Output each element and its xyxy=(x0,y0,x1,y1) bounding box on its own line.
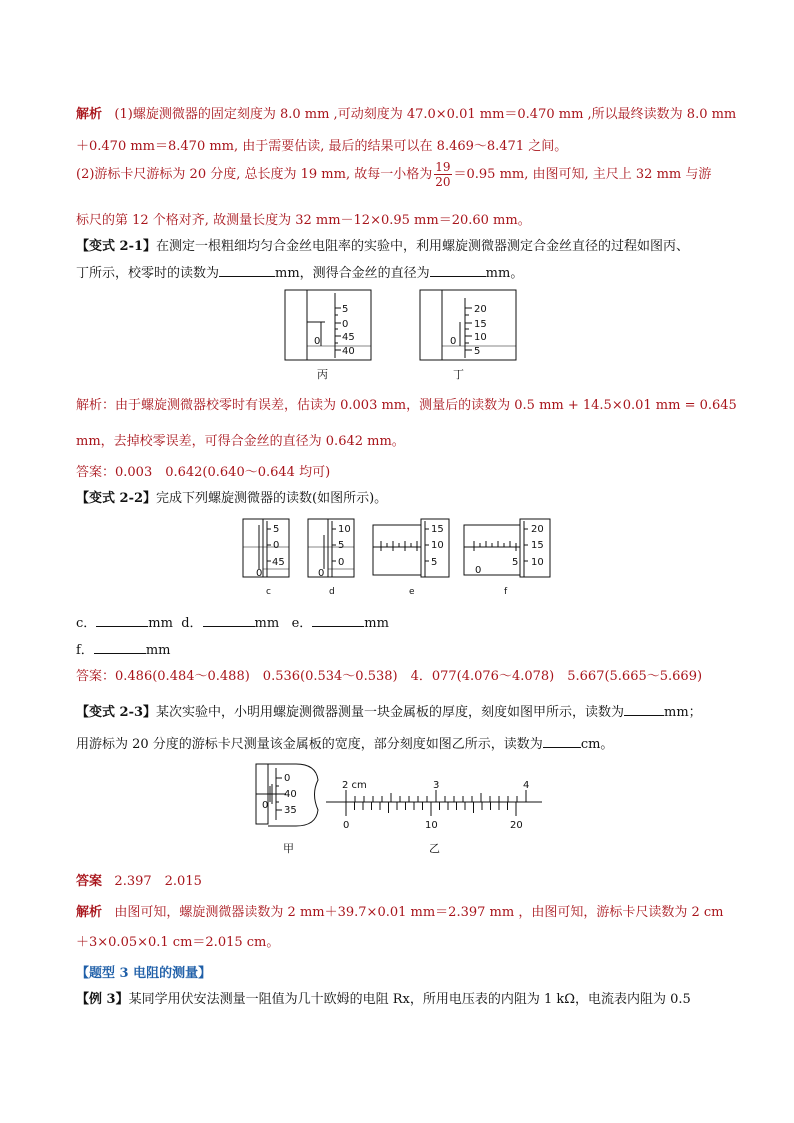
variant-2-3-answer xyxy=(76,870,202,889)
tick-label: 5 xyxy=(342,304,349,315)
unit-label: mm xyxy=(254,616,280,631)
micrometer-e-drawing xyxy=(373,517,453,579)
analysis-label: 解析 xyxy=(76,107,103,122)
answer-blank[interactable] xyxy=(312,614,364,627)
answer-blank[interactable] xyxy=(94,641,146,654)
micrometer-ding-drawing xyxy=(420,288,520,363)
tick-label: 15 xyxy=(431,524,444,535)
figure-caption: c xyxy=(266,587,271,597)
answer-blank[interactable] xyxy=(430,264,486,277)
answer-blank[interactable] xyxy=(543,735,581,748)
zero-label: 0 xyxy=(256,568,263,579)
question-label: e． xyxy=(291,616,313,631)
zero-label: 0 xyxy=(318,568,325,579)
tick-label: 10 xyxy=(431,540,444,551)
variant-2-2-question xyxy=(76,487,387,506)
question-text: 在测定一根粗细均匀合金丝电阻率的实验中，利用螺旋测微器测定合金丝直径的过程如图丙、 xyxy=(156,239,690,254)
micrometer-d-drawing xyxy=(308,517,358,579)
fraction xyxy=(434,160,451,189)
tick-label: 5 xyxy=(273,524,280,535)
fraction-numerator: 19 xyxy=(435,160,451,174)
analysis-text: (1)螺旋测微器的固定刻度为 8.0 mm ,可动刻度为 47.0×0.01 mm＝0.470 mm ,所以最终读数为 8.0 mm xyxy=(114,107,737,122)
micrometer-figure-c xyxy=(243,517,293,582)
analysis-text: ＝0.95 mm, 由图可知, 主尺上 32 mm 与游 xyxy=(453,167,712,182)
tick-label: 40 xyxy=(342,346,355,357)
tick-label: 2 cm xyxy=(342,780,367,791)
tick-label: 4 xyxy=(523,780,530,791)
tick-label: 0 xyxy=(343,820,350,831)
tick-label: 5 xyxy=(512,557,519,568)
tick-label: 0 xyxy=(273,540,280,551)
question-text: mm； xyxy=(664,705,702,720)
analysis-line-3 xyxy=(76,160,711,189)
question-text: 完成下列螺旋测微器的读数(如图所示)。 xyxy=(156,491,388,506)
fraction-denominator: 20 xyxy=(435,175,451,189)
example-3-question xyxy=(76,988,691,1007)
tick-label: 20 xyxy=(531,524,544,535)
variant-2-1-analysis-1: 解析：由于螺旋测微器校零时有误差，估读为 0.003 mm，测量后的读数为 0.5 mm + 14.5×0.01 mm = 0.645 xyxy=(76,398,737,413)
figure-caption: 乙 xyxy=(429,842,440,855)
micrometer-figure-e xyxy=(373,517,453,582)
tick-label: 5 xyxy=(474,346,481,357)
tick-label: 0 xyxy=(284,773,291,784)
tick-label: 20 xyxy=(510,820,523,831)
tick-label: 10 xyxy=(338,524,351,535)
variant-2-3-question xyxy=(76,701,702,720)
tick-label: 20 xyxy=(474,304,487,315)
micrometer-figure-d xyxy=(308,517,358,582)
vernier-figure-yi xyxy=(326,776,546,835)
analysis-label: 解析 xyxy=(76,905,103,920)
tick-label: 0 xyxy=(338,557,345,568)
tick-label: 45 xyxy=(272,557,285,568)
variant-2-1-question xyxy=(76,235,689,254)
question-text: 用游标为 20 分度的游标卡尺测量该金属板的宽度，部分刻度如图乙所示，读数为 xyxy=(76,737,543,752)
figure-caption: 甲 xyxy=(283,842,294,855)
question-label: f． xyxy=(76,643,94,658)
answer-blank[interactable] xyxy=(624,703,664,716)
question-text: cm。 xyxy=(580,737,614,752)
figure-caption: d xyxy=(329,587,335,597)
question-text: 某次实验中，小明用螺旋测微器测量一块金属板的厚度，刻度如图甲所示，读数为 xyxy=(156,705,625,720)
unit-label: mm xyxy=(145,643,171,658)
question-text: mm，测得合金丝的直径为 xyxy=(275,266,430,281)
variant-2-3-question-2 xyxy=(76,733,613,752)
question-text: 丁所示，校零时的读数为 xyxy=(76,266,220,281)
zero-label: 0 xyxy=(262,800,269,811)
tick-label: 35 xyxy=(284,805,297,816)
tick-label: 15 xyxy=(531,540,544,551)
answer-text: 2.397 2.015 xyxy=(114,874,202,889)
micrometer-f-drawing xyxy=(464,517,554,579)
answer-blank[interactable] xyxy=(203,614,255,627)
variant-2-2-blanks-1 xyxy=(76,612,389,631)
question-text: 某同学用伏安法测量一阻值为几十欧姆的电阻 Rx，所用电压表的内阻为 1 kΩ，电流表内阻为 0.5 xyxy=(128,992,691,1007)
variant-2-3-analysis-2: ＋3×0.05×0.1 cm＝2.015 cm。 xyxy=(76,935,280,950)
analysis-line-1 xyxy=(76,103,736,122)
tick-label: 10 xyxy=(474,332,487,343)
micrometer-bing-drawing xyxy=(285,288,375,363)
variant-2-2-answer: 答案：0.486(0.484～0.488) 0.536(0.534～0.538) 4．077(4.076～4.078) 5.667(5.665～5.669) xyxy=(76,669,703,684)
unit-label: mm xyxy=(148,616,173,631)
tick-label: 5 xyxy=(431,557,438,568)
micrometer-c-drawing xyxy=(243,517,293,579)
tick-label: 0 xyxy=(342,319,349,330)
analysis-line-2: ＋0.470 mm＝8.470 mm, 由于需要估读, 最后的结果可以在 8.469～8.471 之间。 xyxy=(76,139,568,154)
zero-label: 0 xyxy=(475,565,482,576)
tick-label: 45 xyxy=(342,332,355,343)
variant-heading: 【变式 2-1】 xyxy=(76,239,157,254)
variant-2-3-analysis-1 xyxy=(76,901,723,920)
answer-blank[interactable] xyxy=(96,614,148,627)
micrometer-jia-drawing xyxy=(256,760,326,832)
answer-label: 答案 xyxy=(76,874,103,889)
question-label: d． xyxy=(181,616,203,631)
tick-label: 40 xyxy=(284,789,297,800)
variant-heading: 【变式 2-3】 xyxy=(76,705,157,720)
tick-label: 10 xyxy=(425,820,438,831)
tick-label: 3 xyxy=(433,780,440,791)
vernier-yi-drawing xyxy=(326,776,546,832)
unit-label: mm xyxy=(364,616,389,631)
variant-2-1-analysis-2: mm，去掉校零误差，可得合金丝的直径为 0.642 mm。 xyxy=(76,434,405,449)
analysis-text: 由图可知，螺旋测微器读数为 2 mm＋39.7×0.01 mm＝2.397 mm ，由图可知，游标卡尺读数为 2 cm xyxy=(114,905,724,920)
question-text: mm。 xyxy=(485,266,524,281)
figure-caption: f xyxy=(504,587,508,597)
answer-blank[interactable] xyxy=(219,264,275,277)
zero-label: 0 xyxy=(314,336,321,347)
micrometer-figure-ding xyxy=(420,288,520,366)
figure-caption: 丙 xyxy=(317,368,328,381)
tick-label: 5 xyxy=(338,540,345,551)
variant-2-1-answer: 答案：0.003 0.642(0.640～0.644 均可) xyxy=(76,465,331,480)
micrometer-figure-jia xyxy=(256,760,326,835)
analysis-line-4: 标尺的第 12 个格对齐, 故测量长度为 32 mm－12×0.95 mm＝20.60 mm。 xyxy=(76,213,531,228)
variant-2-2-blanks-2 xyxy=(76,639,170,658)
variant-heading: 【变式 2-2】 xyxy=(76,491,157,506)
example-heading: 【例 3】 xyxy=(76,992,129,1007)
figure-caption: e xyxy=(409,587,415,597)
tick-label: 10 xyxy=(531,557,544,568)
tick-label: 15 xyxy=(474,319,487,330)
variant-2-1-question-2 xyxy=(76,262,523,281)
figure-caption: 丁 xyxy=(453,368,464,381)
zero-label: 0 xyxy=(450,336,457,347)
section-heading: 【题型 3 电阻的测量】 xyxy=(76,966,212,981)
micrometer-figure-f xyxy=(464,517,554,582)
question-label: c． xyxy=(76,616,97,631)
analysis-text: (2)游标卡尺游标为 20 分度, 总长度为 19 mm, 故每一小格为 xyxy=(76,167,433,182)
micrometer-figure-bing xyxy=(285,288,375,366)
